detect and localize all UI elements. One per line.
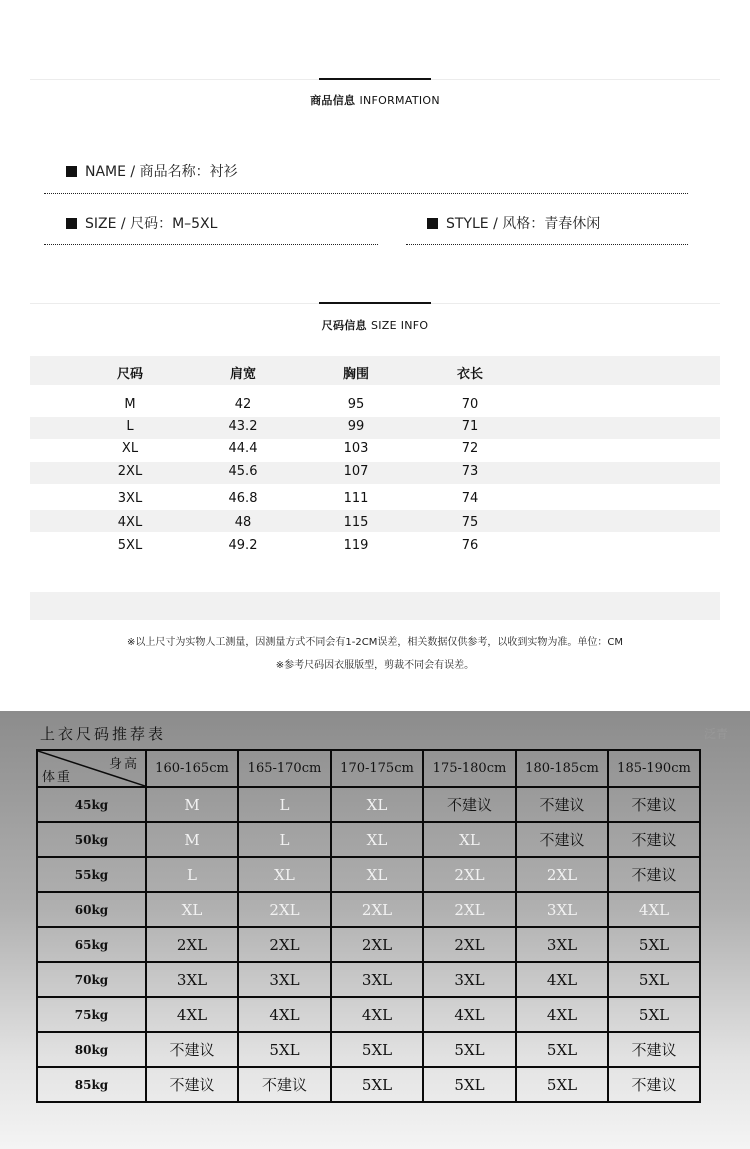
- recommended-size-cell: 4XL: [331, 997, 423, 1032]
- recommended-size-cell: 4XL: [608, 892, 700, 927]
- size-table-cell: 45.6: [228, 464, 258, 479]
- recommended-size-cell: XL: [238, 857, 331, 892]
- recommended-size-cell: 2XL: [331, 927, 423, 962]
- recommended-size-cell: 3XL: [516, 927, 608, 962]
- recommendation-table: [36, 749, 701, 1103]
- recommended-size-cell: 3XL: [238, 962, 331, 997]
- info-title-en: INFORMATION: [359, 94, 440, 107]
- size-table-cell: 115: [343, 515, 369, 530]
- product-style: STYLE / 风格：青春休闲: [446, 216, 601, 232]
- size-table-cell: 3XL: [117, 491, 143, 506]
- square-bullet-icon: [66, 218, 77, 229]
- recommended-size-cell: XL: [331, 857, 423, 892]
- weight-cell: 60kg: [37, 892, 146, 927]
- recommended-size-cell: 5XL: [516, 1067, 608, 1102]
- product-name-row: [66, 161, 238, 181]
- table-row: [37, 787, 700, 822]
- recommended-size-cell: 2XL: [331, 892, 423, 927]
- recommended-size-cell: XL: [146, 892, 238, 927]
- table-row: [37, 857, 700, 892]
- dotted-divider: [406, 244, 688, 245]
- height-range-header: 175-180cm: [423, 750, 516, 787]
- size-table-cell: L: [126, 419, 134, 434]
- recommended-size-cell: 4XL: [423, 997, 516, 1032]
- table-row: [37, 892, 700, 927]
- recommended-size-cell: 3XL: [146, 962, 238, 997]
- size-table-cell: 5XL: [117, 538, 143, 553]
- recommended-size-cell: 4XL: [238, 997, 331, 1032]
- size-table-cell: 99: [347, 419, 365, 434]
- recommended-size-cell: M: [146, 822, 238, 857]
- height-range-header: 170-175cm: [331, 750, 423, 787]
- weight-cell: 55kg: [37, 857, 146, 892]
- size-table-cell: 95: [347, 397, 365, 412]
- recommended-size-cell: 不建议: [608, 822, 700, 857]
- recommended-size-cell: 不建议: [608, 857, 700, 892]
- recommended-size-cell: L: [146, 857, 238, 892]
- size-table-cell: 75: [461, 515, 479, 530]
- recommended-size-cell: 不建议: [423, 787, 516, 822]
- dotted-divider: [44, 193, 688, 194]
- weight-cell: 50kg: [37, 822, 146, 857]
- recommended-size-cell: 不建议: [516, 787, 608, 822]
- size-section-title: [0, 317, 750, 333]
- size-table-cell: 44.4: [228, 441, 258, 456]
- size-title-en: SIZE INFO: [370, 319, 429, 332]
- size-table-cell: 73: [461, 464, 479, 479]
- recommended-size-cell: 5XL: [608, 997, 700, 1032]
- recommended-size-cell: 2XL: [423, 857, 516, 892]
- size-note-2: ※参考尺码因衣服版型，剪裁不同会有误差。: [275, 660, 475, 671]
- size-title-cn: 尺码信息: [321, 319, 367, 332]
- weight-cell: 65kg: [37, 927, 146, 962]
- size-table-cell: 4XL: [117, 515, 143, 530]
- table-row: [37, 997, 700, 1032]
- recommendation-title: 上衣尺码推荐表: [40, 725, 167, 743]
- recommended-size-cell: 2XL: [516, 857, 608, 892]
- size-table-header-shoulder-col: 肩宽: [229, 367, 256, 382]
- watermark: 泛青: [703, 727, 728, 741]
- height-range-header: 165-170cm: [238, 750, 331, 787]
- table-row: [37, 822, 700, 857]
- info-title-cn: 商品信息: [310, 94, 356, 107]
- weight-cell: 75kg: [37, 997, 146, 1032]
- corner-weight-label: 体重: [42, 770, 73, 785]
- corner-height-label: 身高: [108, 757, 139, 772]
- dotted-divider: [44, 244, 378, 245]
- weight-cell: 80kg: [37, 1032, 146, 1067]
- table-header-row: [37, 750, 700, 787]
- recommended-size-cell: 3XL: [331, 962, 423, 997]
- recommended-size-cell: 不建议: [516, 822, 608, 857]
- recommended-size-cell: 5XL: [423, 1032, 516, 1067]
- size-table-header-size-col: 尺码: [116, 367, 143, 382]
- recommended-size-cell: 不建议: [146, 1067, 238, 1102]
- size-table-cell: 119: [343, 538, 369, 553]
- recommended-size-cell: XL: [331, 822, 423, 857]
- recommended-size-cell: M: [146, 787, 238, 822]
- recommended-size-cell: 5XL: [423, 1067, 516, 1102]
- product-name: NAME / 商品名称：衬衫: [85, 164, 238, 180]
- size-table-cell: 2XL: [117, 464, 143, 479]
- square-bullet-icon: [66, 166, 77, 177]
- recommended-size-cell: 5XL: [331, 1067, 423, 1102]
- recommended-size-cell: 3XL: [423, 962, 516, 997]
- recommended-size-cell: XL: [331, 787, 423, 822]
- recommended-size-cell: 4XL: [516, 962, 608, 997]
- size-table-cell: 72: [461, 441, 479, 456]
- size-table-cell: 48: [234, 515, 252, 530]
- recommended-size-cell: 5XL: [516, 1032, 608, 1067]
- height-range-header: 180-185cm: [516, 750, 608, 787]
- recommended-size-cell: 4XL: [516, 997, 608, 1032]
- table-row: [37, 962, 700, 997]
- recommended-size-cell: L: [238, 822, 331, 857]
- recommended-size-cell: 5XL: [608, 927, 700, 962]
- recommended-size-cell: 不建议: [608, 787, 700, 822]
- recommended-size-cell: 2XL: [146, 927, 238, 962]
- size-table-cell: 76: [461, 538, 479, 553]
- size-table-cell: 71: [461, 419, 479, 434]
- size-table-header-chest-col: 胸围: [342, 367, 369, 382]
- weight-cell: 70kg: [37, 962, 146, 997]
- recommended-size-cell: 不建议: [608, 1032, 700, 1067]
- info-section-title: [0, 92, 750, 108]
- corner-cell: [37, 750, 146, 787]
- height-range-header: 185-190cm: [608, 750, 700, 787]
- recommended-size-cell: 不建议: [608, 1067, 700, 1102]
- table-row: [37, 1032, 700, 1067]
- product-size-row: [66, 213, 217, 233]
- size-table-cell: 42: [234, 397, 252, 412]
- size-table-header-length-col: 衣长: [456, 367, 483, 382]
- table-row: [37, 927, 700, 962]
- product-size: SIZE / 尺码：M–5XL: [85, 216, 218, 232]
- recommended-size-cell: 2XL: [238, 927, 331, 962]
- recommended-size-cell: 2XL: [238, 892, 331, 927]
- recommended-size-cell: 5XL: [331, 1032, 423, 1067]
- size-note-1: ※以上尺寸为实物人工测量，因测量方式不同会有1-2CM误差，相关数据仅供参考，以收到实物为准。单位：CM: [127, 637, 623, 648]
- table-row: [37, 1067, 700, 1102]
- product-style-row: [427, 213, 600, 233]
- recommended-size-cell: 不建议: [238, 1067, 331, 1102]
- recommended-size-cell: 2XL: [423, 927, 516, 962]
- recommended-size-cell: 不建议: [146, 1032, 238, 1067]
- size-table-cell: 49.2: [228, 538, 258, 553]
- size-table-cell: XL: [121, 441, 139, 456]
- size-table-cell: 111: [343, 491, 369, 506]
- size-table-cell: 107: [343, 464, 369, 479]
- recommended-size-cell: 5XL: [608, 962, 700, 997]
- recommended-size-cell: 3XL: [516, 892, 608, 927]
- size-table-cell: 46.8: [228, 491, 258, 506]
- size-table-cell: 43.2: [228, 419, 258, 434]
- size-table-cell: 103: [343, 441, 369, 456]
- weight-cell: 85kg: [37, 1067, 146, 1102]
- recommended-size-cell: 5XL: [238, 1032, 331, 1067]
- recommended-size-cell: 4XL: [146, 997, 238, 1032]
- recommended-size-cell: 2XL: [423, 892, 516, 927]
- weight-cell: 45kg: [37, 787, 146, 822]
- recommended-size-cell: XL: [423, 822, 516, 857]
- size-divider-accent: [319, 302, 431, 304]
- square-bullet-icon: [427, 218, 438, 229]
- size-table-cell: M: [124, 397, 136, 412]
- height-range-header: 160-165cm: [146, 750, 238, 787]
- info-divider-accent: [319, 78, 431, 80]
- recommended-size-cell: L: [238, 787, 331, 822]
- size-table-cell: 74: [461, 491, 479, 506]
- size-recommendation-panel: [0, 711, 750, 1149]
- size-table-cell: 70: [461, 397, 479, 412]
- size-footer-band: [30, 592, 720, 620]
